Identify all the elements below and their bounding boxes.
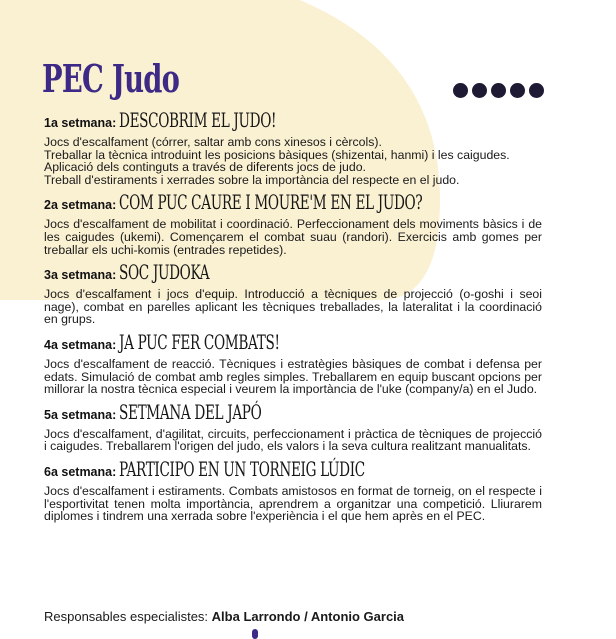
week-6: [44, 456, 542, 524]
week-title: SETMANA DEL JAPÓ: [119, 399, 262, 424]
weekly-program: [44, 110, 542, 529]
week-line: Treballar la tècnica introduint les posicions bàsiques (shizentai, hanmi) i les caigudes.: [44, 147, 510, 162]
week-description: Jocs d'escalfament de reacció. Tècniques i estratègies bàsiques de combat i defensa per edats. Simulació de combat amb regles simples. Treballarem en equip buscant opcions per millorar la nostra tècnica especial i veurem la importància de l'uke (company/a) en el Judo.: [44, 356, 542, 397]
week-label: 4a setmana:: [44, 337, 117, 352]
week-2: [44, 192, 542, 256]
week-heading: [44, 329, 542, 356]
week-heading: [44, 262, 542, 286]
week-heading: [44, 456, 542, 483]
week-line: Jocs d'escalfament (córrer, saltar amb cons xinesos i cèrcols).: [44, 135, 382, 149]
week-title: SOC JUDOKA: [119, 260, 210, 285]
decorative-dots: [453, 83, 544, 98]
page-title: PEC Judo: [42, 56, 180, 101]
dot-3: [491, 83, 506, 98]
week-5: [44, 399, 542, 454]
week-label: 5a setmana:: [44, 407, 117, 422]
week-label: 6a setmana:: [44, 464, 117, 479]
decorative-mark: [252, 629, 258, 639]
week-line: Aplicació dels continguts a través de diferents jocs de judo.: [44, 160, 366, 175]
week-4: [44, 329, 542, 397]
week-description: Jocs d'escalfament de mobilitat i coordinació. Perfeccionament dels moviments bàsics i de les caigudes (ukemi). Començarem el combat suau (randori). Exercicis amb gomes per treballar els uchi-komis (entrades repetides).: [44, 217, 542, 257]
week-title: PARTICIPO EN UN TORNEIG LÚDIC: [119, 456, 366, 481]
footer-label: Responsables especialistes:: [44, 609, 212, 624]
dot-4: [510, 83, 525, 98]
week-1: [44, 110, 542, 186]
week-description: Jocs d'escalfament, d'agilitat, circuits, perfeccionament i pràctica de tècniques de projecció i caigudes. Treballarem l'origen del judo, els valors i la seva cultura realitzant manualitats.: [44, 426, 542, 454]
week-line: Treball d'estiraments i xerrades sobre la importància del respecte en el judo.: [44, 172, 460, 187]
dot-5: [529, 83, 544, 98]
week-heading: [44, 110, 542, 134]
week-title: COM PUC CAURE I MOURE'M EN EL JUDO?: [119, 190, 423, 215]
week-description: Jocs d'escalfament i jocs d'equip. Introducció a tècniques de projecció (o-goshi i seoi nage), combat en parelles aplicant les tècniques treballades, la lateralitat i la coordinació en grups.: [44, 287, 542, 327]
week-3: [44, 262, 542, 326]
footer-names: Alba Larrondo / Antonio Garcia: [211, 609, 405, 624]
week-label: 2a setmana:: [44, 198, 117, 213]
week-label: 3a setmana:: [44, 268, 117, 283]
week-heading: [44, 192, 542, 216]
week-description: Jocs d'escalfament i estiraments. Combats amistosos en format de torneig, on el respecte i l'esportivitat tenen molta importància, aprendrem a organitzar una competició. Lliurarem diplomes i tindrem una xerrada sobre l'experiència i el que hem après en el PEC.: [44, 483, 542, 524]
dot-1: [453, 83, 468, 98]
week-heading: [44, 399, 542, 426]
footer-credits: [44, 609, 404, 624]
week-label: 1a setmana:: [44, 116, 117, 130]
dot-2: [472, 83, 487, 98]
week-title: DESCOBRIM EL JUDO!: [119, 108, 277, 132]
week-title: JA PUC FER COMBATS!: [119, 329, 280, 354]
week-description: [44, 136, 542, 186]
